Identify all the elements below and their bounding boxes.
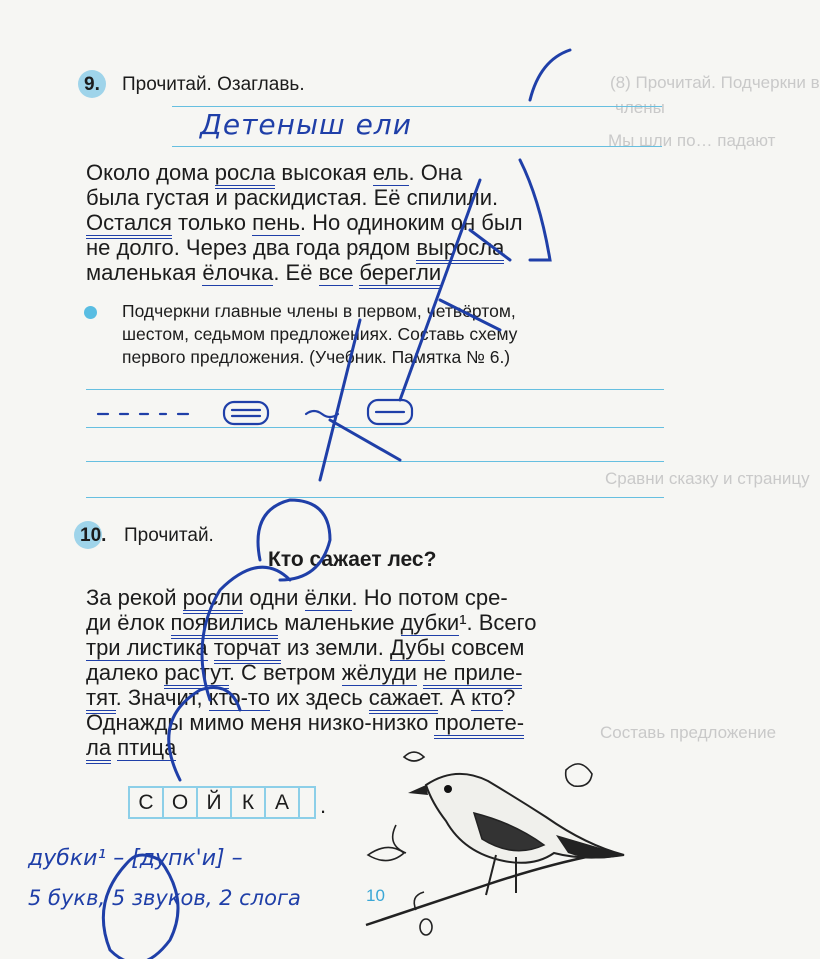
subject-word: Дубы — [389, 635, 445, 660]
sentence-scheme — [98, 400, 412, 424]
ghost-text: Составь предложение — [600, 723, 777, 742]
answer-period: . — [320, 793, 327, 818]
subject-word: жёлуди — [341, 660, 417, 685]
text-segment: . С ветром — [228, 660, 342, 685]
text-segment: была густая и раскидистая. Её спилили. — [86, 185, 499, 210]
text-segment: . А — [438, 685, 472, 710]
predicate-word: пролете- — [434, 710, 524, 739]
text-segment: только — [171, 210, 253, 235]
subject-word: три листика — [86, 635, 208, 660]
predicate-word: берегли — [359, 260, 441, 289]
grade-mark — [103, 50, 570, 959]
subject-word: птица — [117, 735, 177, 760]
ghost-text: члены — [615, 98, 665, 117]
answer-cell[interactable]: С — [128, 786, 164, 819]
instruction-line: первого предложения. (Учебник. Памятка № 6.) — [122, 347, 511, 367]
handwritten-phonetic: дубки¹ – [дупк'и] – — [28, 846, 243, 871]
text-segment: маленькая — [86, 260, 203, 285]
predicate-word: не прилe- — [423, 660, 522, 689]
subject-word: кто-то — [208, 685, 270, 710]
instruction-line: Подчеркни главные члены в первом, четвёртом, — [122, 301, 516, 321]
predicate-word: росли — [183, 585, 244, 614]
predicate-word: растут — [164, 660, 228, 689]
answer-cell[interactable]: К — [230, 786, 266, 819]
predicate-word: ла — [86, 735, 111, 764]
task-10-number-text: 10. — [80, 525, 107, 546]
instruction-line: шестом, седьмом предложениях. Составь схему — [122, 324, 518, 344]
text-segment: ¹. Всего — [459, 610, 537, 635]
predicate-word: тят — [86, 685, 116, 714]
text-segment: . — [441, 260, 448, 285]
text-segment: ди ёлок — [86, 610, 171, 635]
answer-cell[interactable]: А — [264, 786, 300, 819]
text-segment: . Но потом сре- — [351, 585, 508, 610]
task-9-number-text: 9. — [84, 74, 100, 95]
predicate-word: торчат — [214, 635, 281, 664]
text-segment: ? — [503, 685, 516, 710]
subject-word: пень — [252, 210, 300, 235]
text-segment: высокая — [275, 160, 373, 185]
text-segment: Однажды мимо меня низко-низко — [86, 710, 435, 735]
handwritten-counts: 5 букв, 5 звуков, 2 слога — [28, 886, 301, 910]
text-segment: далеко — [86, 660, 165, 685]
page-number: 10 — [366, 886, 385, 905]
subject-word: ель — [372, 160, 409, 185]
text-segment: Около дома — [86, 160, 215, 185]
subject-word: ёлки — [304, 585, 352, 610]
text-segment: . Она — [408, 160, 463, 185]
subject-word: дубки — [400, 610, 460, 635]
handwritten-title: Детеныш ели — [200, 108, 412, 141]
ghost-text: Мы шли по… падают — [608, 131, 776, 150]
text-segment: . Значит, — [115, 685, 209, 710]
text-segment: из земли. — [280, 635, 390, 660]
predicate-word: росла — [215, 160, 276, 189]
text-segment: совсем — [445, 635, 525, 660]
text-segment: За рекой — [86, 585, 183, 610]
story-title: Кто сажает лес? — [268, 548, 437, 571]
predicate-word: сажает — [369, 685, 438, 714]
predicate-word: появились — [171, 610, 279, 639]
text-segment: маленькие — [278, 610, 401, 635]
predicate-word: Остался — [86, 210, 172, 239]
text-segment: . Но одиноким он был — [299, 210, 523, 235]
task-9-instruction: Прочитай. Озаглавь. — [122, 74, 305, 95]
predicate-word: выросла — [416, 235, 504, 264]
subject-word: ёлочка — [202, 260, 274, 285]
subject-word: кто — [471, 685, 504, 710]
text-segment: . Её — [273, 260, 319, 285]
answer-cell[interactable]: Й — [196, 786, 232, 819]
text-segment: не долго. Через два года рядом — [86, 235, 417, 260]
text-segment: одни — [243, 585, 305, 610]
text-segment: их здесь — [270, 685, 369, 710]
ghost-text: Сравни сказку и страницу — [605, 469, 810, 488]
answer-cell[interactable]: О — [162, 786, 198, 819]
subject-word: все — [318, 260, 354, 285]
task-10-instruction: Прочитай. — [124, 525, 214, 546]
ghost-text: (8) Прочитай. Подчеркни в — [610, 73, 820, 92]
